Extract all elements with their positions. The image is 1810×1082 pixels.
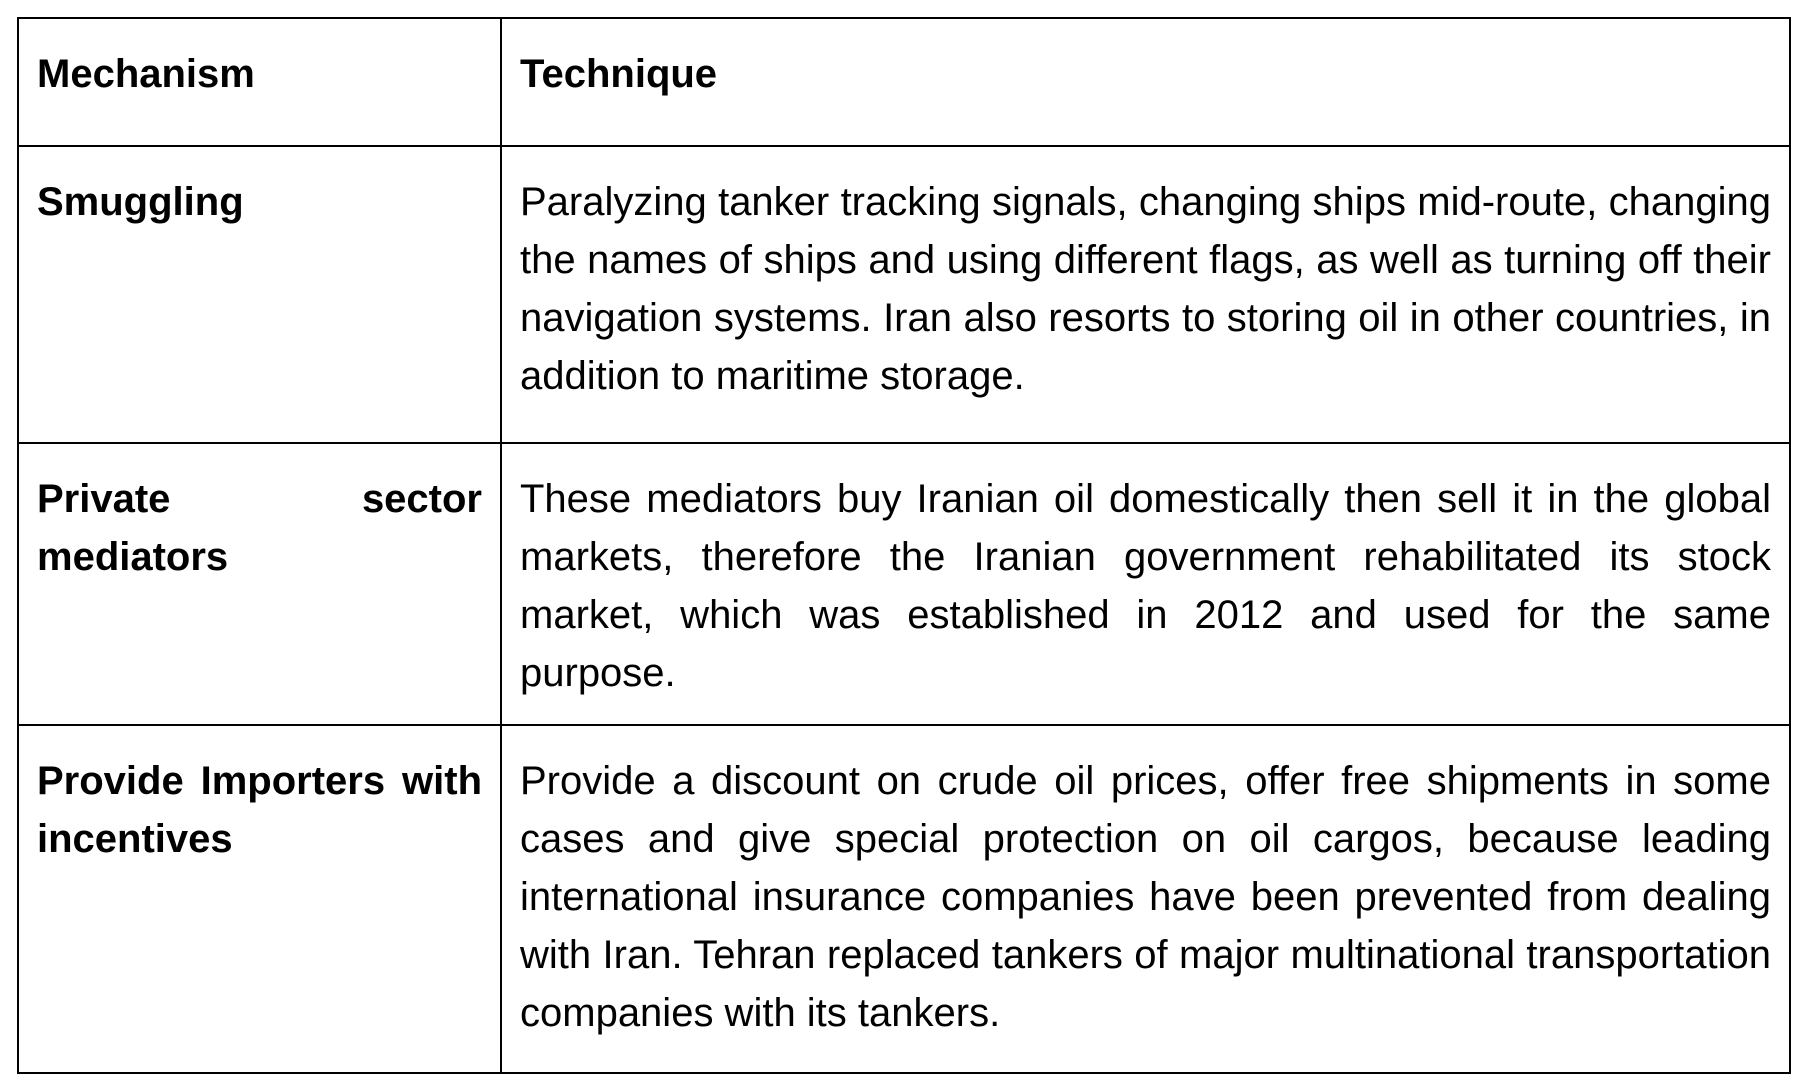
mechanism-technique-table — [17, 17, 1791, 1074]
mechanism-text: Private sector mediators — [37, 477, 482, 579]
table-row — [18, 146, 1790, 443]
header-technique — [501, 18, 1790, 146]
mechanism-cell — [18, 443, 501, 725]
technique-text: Paralyzing tanker tracking signals, changing ships mid-route, changing the names of ships and using different flags, as well as turning off their navigation systems. Iran also resorts to storing oil in other countries, in addition to maritime storage. — [520, 180, 1771, 398]
mechanism-text: Smuggling — [37, 180, 244, 224]
technique-cell — [501, 443, 1790, 725]
technique-cell — [501, 146, 1790, 443]
mechanism-cell — [18, 146, 501, 443]
technique-text: These mediators buy Iranian oil domestically then sell it in the global markets, therefore the Iranian government rehabilitated its stock market, which was established in 2012 and used for the same purpose. — [520, 477, 1771, 695]
header-technique-label: Technique — [520, 52, 718, 96]
table-row — [18, 443, 1790, 725]
header-mechanism — [18, 18, 501, 146]
table-header-row — [18, 18, 1790, 146]
technique-cell — [501, 725, 1790, 1073]
mechanism-text: Provide Importers with incentives — [37, 759, 482, 861]
table-row — [18, 725, 1790, 1073]
technique-text: Provide a discount on crude oil prices, offer free shipments in some cases and give special protection on oil cargos, because leading international insurance companies have been prevented from dealing with Iran. Tehran replaced tankers of major multinational transportation companies with its tankers. — [520, 759, 1771, 1035]
header-mechanism-label: Mechanism — [37, 52, 255, 96]
mechanism-cell — [18, 725, 501, 1073]
